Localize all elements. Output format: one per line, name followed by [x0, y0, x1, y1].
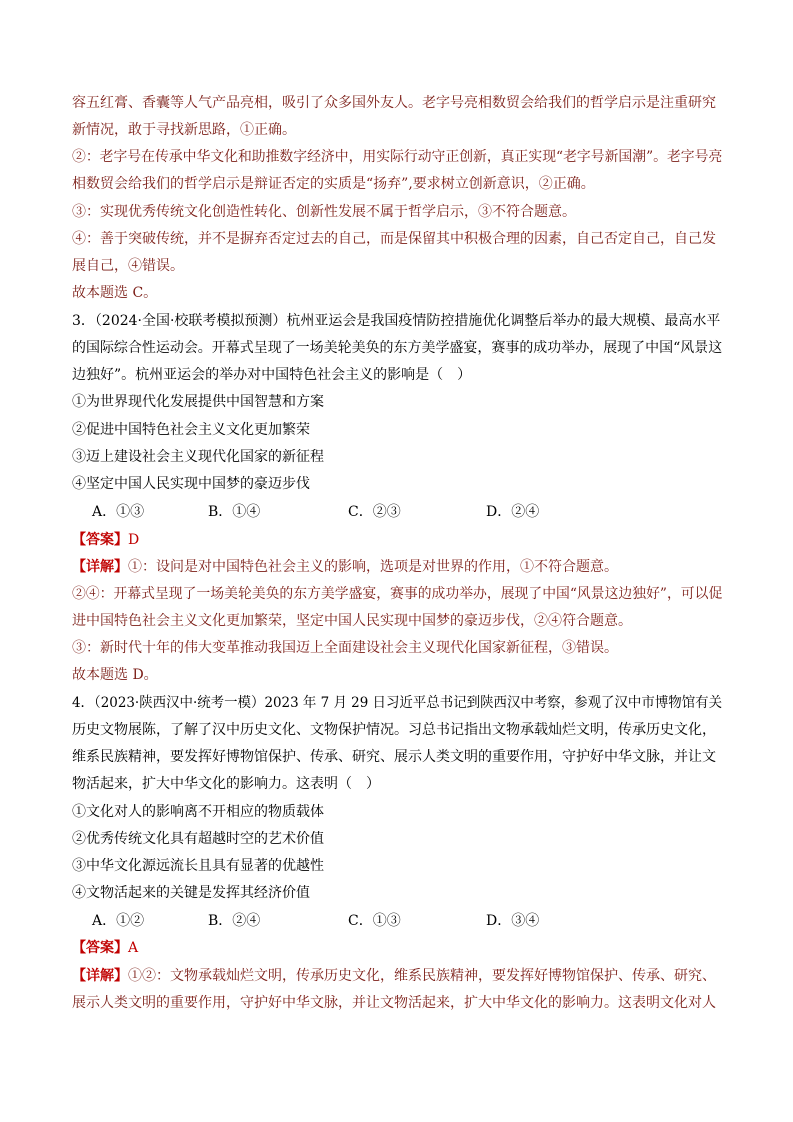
- detail-line: [72, 557, 618, 577]
- option-c[interactable]: C．①③: [348, 913, 401, 929]
- document-page: [72, 0, 722, 1122]
- detail-text: ①：设问是对中国特色社会主义的影响，选项是对世界的作用，①不符合题意。: [128, 559, 618, 575]
- text-line: 展自己，④错误。: [72, 258, 184, 274]
- text-line: ③：实现优秀传统文化创造性转化、创新性发展不属于哲学启示，③不符合题意。: [72, 204, 576, 220]
- question-stem-line: 维系民族精神，要发挥好博物馆保护、传承、研究、展示人类文明的重要作用，守护好中华文脉，并让文: [72, 749, 716, 765]
- question-stem-line: 历史文物展陈，了解了汉中历史文化、文物保护情况。习总书记指出文物承载灿烂文明，传承历史文化，: [72, 722, 716, 738]
- option-b[interactable]: B．①④: [208, 504, 261, 520]
- statement-item: ①为世界现代化发展提供中国智慧和方案: [72, 394, 324, 410]
- question-stem-line: 3．（2024·全国·校联考模拟预测）杭州亚运会是我国疫情防控措施优化调整后举办的最大规模、最高水平: [72, 313, 721, 329]
- option-d[interactable]: D．③④: [486, 913, 540, 929]
- answer-value: A: [128, 940, 139, 956]
- detail-line: 进中国特色社会主义文化更加繁荣，坚定中国人民实现中国梦的豪迈步伐，②④符合题意。: [72, 613, 632, 629]
- text-line: ④：善于突破传统，并不是摒弃否定过去的自己，而是保留其中积极合理的因素，自己否定自己，自己发: [72, 231, 716, 247]
- detail-text: ①②：文物承载灿烂文明，传承历史文化，维系民族精神，要发挥好博物馆保护、传承、研究、: [128, 968, 716, 984]
- statement-item: ④坚定中国人民实现中国梦的豪迈步伐: [72, 476, 310, 492]
- statement-item: ③中华文化源远流长且具有显著的优越性: [72, 858, 324, 874]
- question-stem-line: 的国际综合性运动会。开幕式呈现了一场美轮美奂的东方美学盛宴，赛事的成功举办，展现了中国“风景这: [72, 340, 723, 356]
- conclusion-line: 故本题选 C。: [72, 285, 158, 301]
- statement-item: ④文物活起来的关键是发挥其经济价值: [72, 885, 310, 901]
- answer-label: 【答案】: [72, 532, 128, 548]
- option-a[interactable]: A．①③: [92, 504, 145, 520]
- text-line: 相数贸会给我们的哲学启示是辩证否定的实质是“扬弃”,要求树立创新意识，②正确。: [72, 176, 595, 192]
- detail-line: [72, 966, 716, 986]
- option-d[interactable]: D．②④: [486, 504, 540, 520]
- statement-item: ②优秀传统文化具有超越时空的艺术价值: [72, 831, 324, 847]
- conclusion-line: 故本题选 D。: [72, 667, 158, 683]
- text-line: 新情况，敢于寻找新思路，①正确。: [72, 122, 296, 138]
- detail-label: 【详解】: [72, 968, 128, 984]
- option-c[interactable]: C．②③: [348, 504, 401, 520]
- question-stem-line: 边独好”。杭州亚运会的举办对中国特色社会主义的影响是（ ）: [72, 367, 472, 383]
- answer-line: [72, 938, 138, 958]
- text-line: 容五红膏、香囊等人气产品亮相，吸引了众多国外友人。老字号亮相数贸会给我们的哲学启示是注重研究: [72, 95, 716, 111]
- statement-item: ③迈上建设社会主义现代化国家的新征程: [72, 449, 324, 465]
- detail-label: 【详解】: [72, 559, 128, 575]
- detail-line: 展示人类文明的重要作用，守护好中华文脉，并让文物活起来，扩大中华文化的影响力。这表明文化对人: [72, 995, 716, 1011]
- detail-line: ②④：开幕式呈现了一场美轮美奂的东方美学盛宴，赛事的成功举办，展现了中国“风景这边独好”，可以促: [72, 586, 723, 602]
- statement-item: ②促进中国特色社会主义文化更加繁荣: [72, 422, 310, 438]
- option-b[interactable]: B．②④: [208, 913, 261, 929]
- answer-label: 【答案】: [72, 940, 128, 956]
- question-stem-line: 4．（2023·陕西汉中·统考一模）2023 年 7 月 29 日习近平总书记到陕西汉中考察，参观了汉中市博物馆有关: [72, 695, 723, 711]
- answer-value: D: [128, 532, 140, 548]
- statement-item: ①文化对人的影响离不开相应的物质载体: [72, 804, 324, 820]
- question-stem-line: 物活起来，扩大中华文化的影响力。这表明（ ）: [72, 776, 380, 792]
- option-a[interactable]: A．①②: [92, 913, 145, 929]
- answer-line: [72, 530, 139, 550]
- text-line: ②：老字号在传承中华文化和助推数字经济中，用实际行动守正创新，真正实现“老字号新国潮”。老字号亮: [72, 149, 723, 165]
- detail-line: ③：新时代十年的伟大变革推动我国迈上全面建设社会主义现代化国家新征程，③错误。: [72, 640, 618, 656]
